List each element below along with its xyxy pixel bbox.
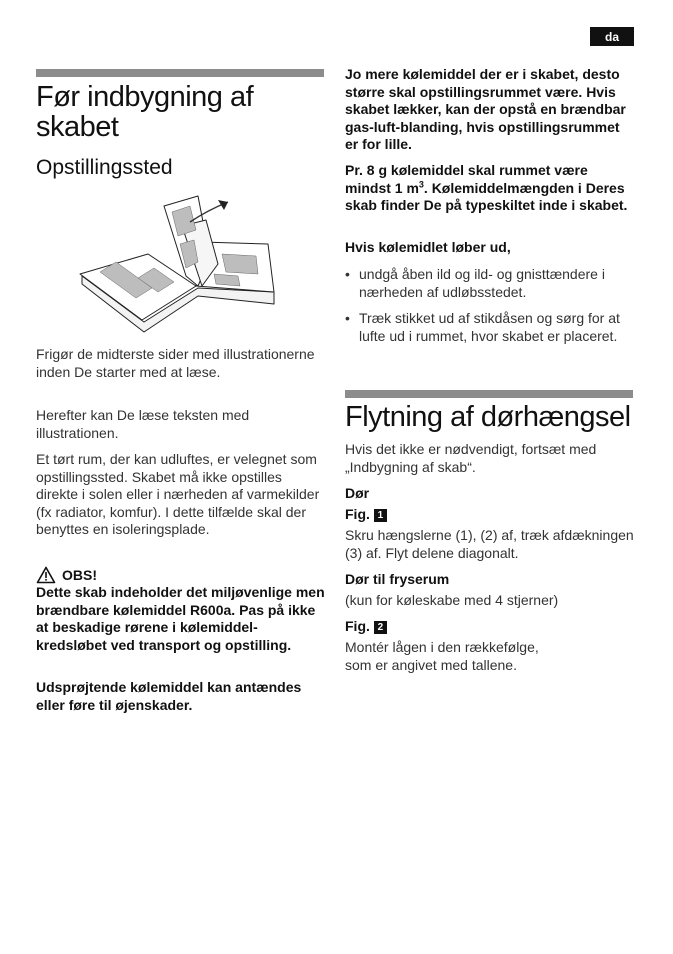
- paragraph: Hvis det ikke er nødvendigt, fortsæt med „Indbygning af skab“.: [345, 441, 597, 475]
- freezer-door-label: Dør til fryserum: [345, 571, 450, 587]
- section-rule: [36, 69, 324, 77]
- paragraph: Frigør de midterste sider med illustrationerne inden De starter med at læse.: [36, 346, 315, 380]
- warning-text: Dette skab indeholder det miljøvenlige men brændbare kølemiddel R600a. Pas på ikke at beskadige rørene i kølemiddel-kredsløbet ved transport og opstilling.: [36, 584, 325, 653]
- freezer-note: (kun for køleskabe med 4 stjerner): [345, 592, 559, 608]
- section-title: Før indbygning af skabet: [36, 81, 254, 143]
- warning-triangle-icon: [36, 566, 56, 584]
- figure-label: Fig.: [345, 506, 370, 522]
- figure-reference: [345, 506, 387, 523]
- warning-heading: [36, 566, 97, 584]
- paragraph: Jo mere kølemiddel der er i skabet, desto større skal opstillingsrummet være. Hvis skabet lækker, kan der opstå en brændbar gas-luft-blanding, hvis opstillingsrummet er for lille.: [345, 66, 626, 152]
- language-badge: da: [590, 27, 634, 46]
- bullet-icon: •: [345, 310, 350, 326]
- paragraph: Skru hængslerne (1), (2) af, træk afdækningen (3) af. Flyt delene diagonalt.: [345, 527, 634, 561]
- section-title: Flytning af dørhængsel: [345, 401, 631, 433]
- figure-number-badge: 2: [374, 621, 387, 634]
- section-rule: [345, 390, 633, 398]
- list-item-text: undgå åben ild og ild- og gnisttændere i nærheden af udløbsstedet.: [359, 266, 605, 300]
- figure-reference: [345, 618, 387, 635]
- paragraph: Herefter kan De læse teksten med illustrationen.: [36, 407, 250, 441]
- warning-text: Udsprøjtende kølemiddel kan antændes eller føre til øjenskader.: [36, 679, 302, 713]
- warning-label: OBS!: [62, 566, 97, 583]
- bullet-icon: •: [345, 266, 350, 282]
- list-item: [345, 310, 635, 345]
- text-span: . Kølemiddelmængden i Deres skab finder De på typeskiltet inde i skabet.: [345, 179, 628, 213]
- list-item-text: Træk stikket ud af stikdåsen og sørg for at lufte ud i rummet, hvor skabet er placeret.: [359, 310, 620, 344]
- paragraph: [345, 162, 635, 215]
- paragraph: Et tørt rum, der kan udluftes, er velegnet som opstillingssted. Skabet må ikke opstilles direkte i solen eller i nærheden af varmekilder (fx radiator, komfur). I dette tilfælde skal der benyttes en isoleringsplade.: [36, 451, 320, 537]
- door-label: Dør: [345, 485, 370, 501]
- text-span: Pr. 8 g kølemiddel skal rummet være mindst 1 m: [345, 162, 588, 196]
- figure-label: Fig.: [345, 618, 370, 634]
- paragraph: Montér lågen i den rækkefølge, som er angivet med tallene.: [345, 639, 539, 673]
- list-item: [345, 266, 635, 301]
- open-book-illustration: [78, 192, 280, 334]
- subsection-title: Opstillingssted: [36, 156, 173, 179]
- figure-number-badge: 1: [374, 509, 387, 522]
- leak-heading: Hvis kølemidlet løber ud,: [345, 239, 511, 255]
- superscript: 3: [418, 178, 424, 189]
